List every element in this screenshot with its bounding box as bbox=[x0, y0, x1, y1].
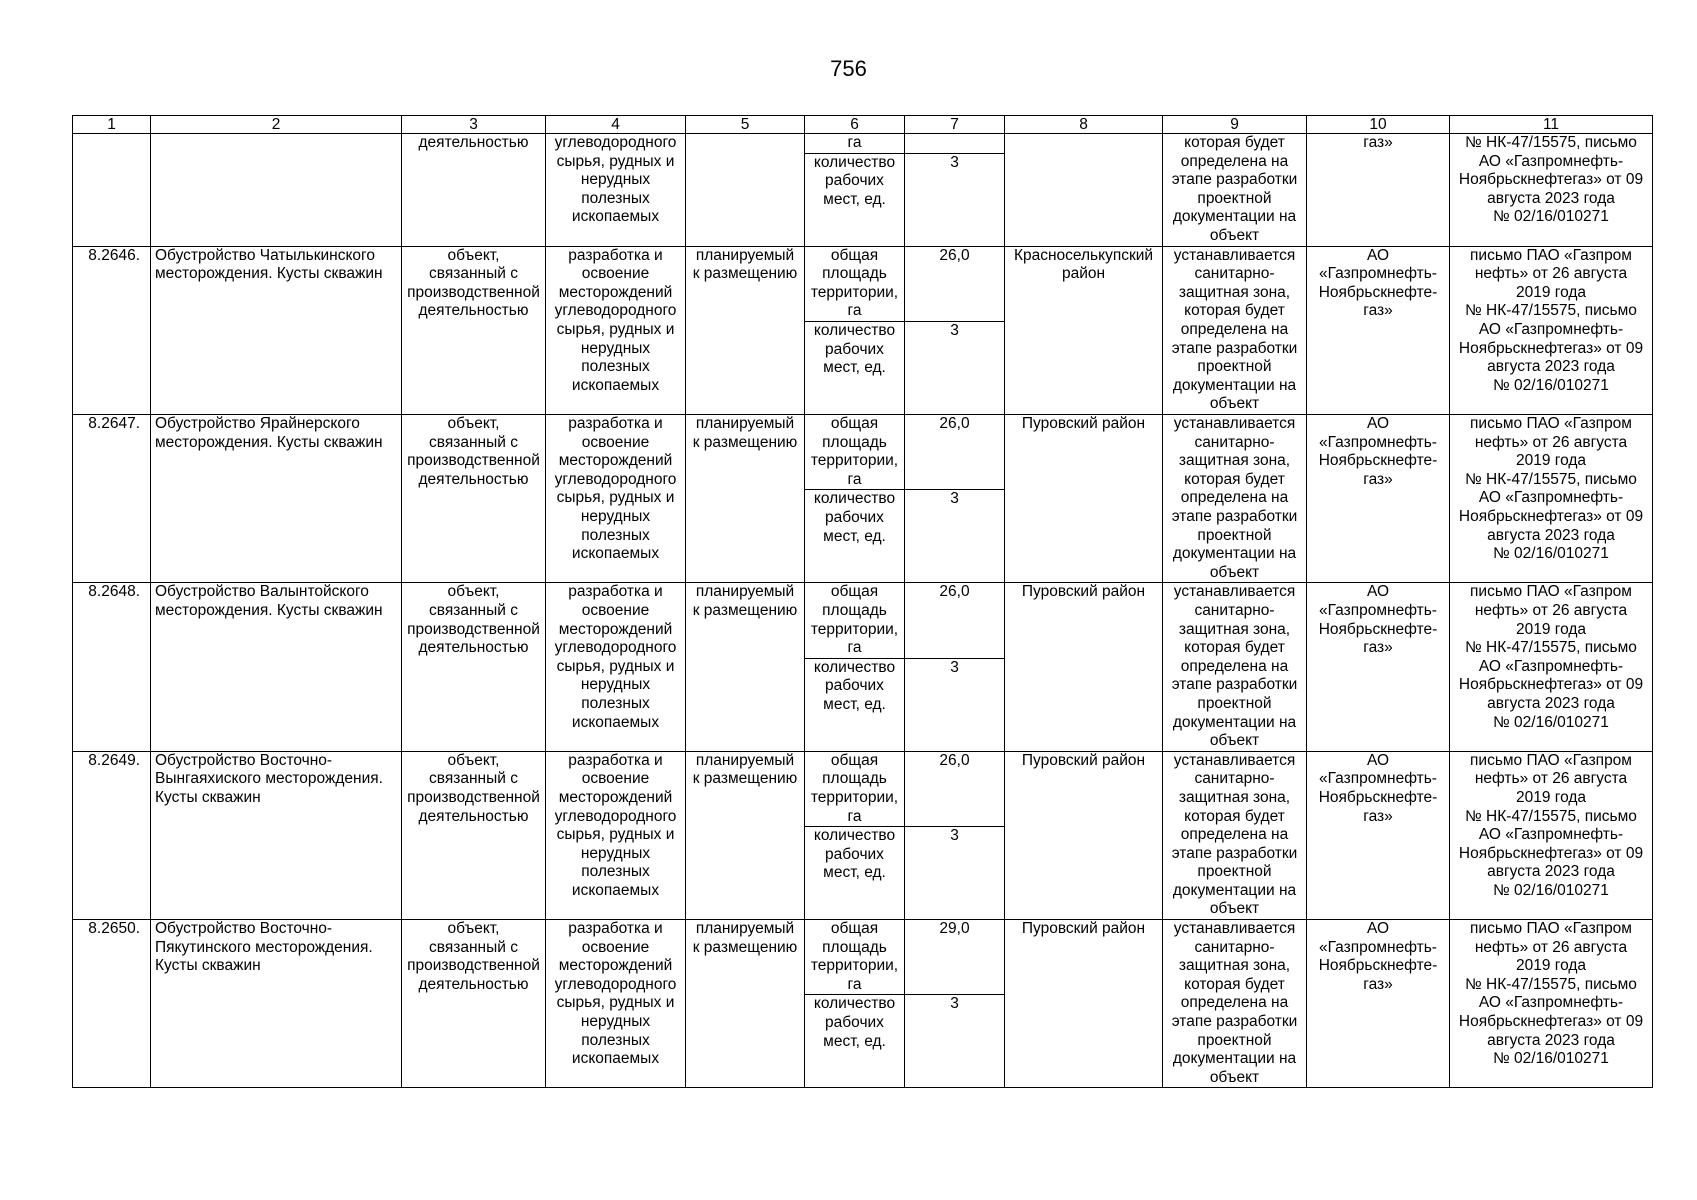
column-number: 4 bbox=[546, 116, 686, 134]
cell-name: Обустройство Ярайнерского месторождения. Кусты скважин bbox=[151, 414, 402, 582]
cell-kind: объект, связанный с производственной деятельностью bbox=[402, 246, 546, 414]
cell-kind: объект, связанный с производственной деятельностью bbox=[402, 414, 546, 582]
cell-location: Красноселькупский район bbox=[1005, 246, 1163, 414]
cell-char-jobs: количество рабочих мест, ед. bbox=[805, 321, 905, 414]
cell-jobs-value: 3 bbox=[905, 827, 1005, 920]
column-number: 9 bbox=[1163, 116, 1307, 134]
cell-char-area: общая площадь территории, га bbox=[805, 751, 905, 826]
cell-char-jobs: количество рабочих мест, ед. bbox=[805, 153, 905, 246]
cell-location: Пуровский район bbox=[1005, 583, 1163, 751]
cell-basis: письмо ПАО «Газпром нефть» от 26 августа 2019 года № НК-47/15575, письмо АО «Газпромнефть- Ноябрьскнефтегаз» от 09 августа 2023 года № 02/16/010271 bbox=[1450, 751, 1653, 919]
cell-area-value: 26,0 bbox=[905, 246, 1005, 321]
cell-purpose: разработка и освоение месторождений углеводородного сырья, рудных и нерудных полезных ископаемых bbox=[546, 246, 686, 414]
cell-purpose: углеводородного сырья, рудных и нерудных полезных ископаемых bbox=[546, 134, 686, 247]
cell-kind: объект, связанный с производственной деятельностью bbox=[402, 583, 546, 751]
cell-initiator: АО «Газпромнефть- Ноябрьскнефте- газ» bbox=[1307, 246, 1450, 414]
cell-number: 8.2647. bbox=[73, 414, 151, 582]
cell-location: Пуровский район bbox=[1005, 920, 1163, 1088]
cell-name: Обустройство Восточно- Пякутинского месторождения. Кусты скважин bbox=[151, 920, 402, 1088]
table-row bbox=[73, 414, 1653, 489]
page-number: 756 bbox=[830, 56, 867, 81]
objects-table bbox=[72, 115, 1653, 1088]
cell-initiator: АО «Газпромнефть- Ноябрьскнефте- газ» bbox=[1307, 920, 1450, 1088]
cell-basis: № НК-47/15575, письмо АО «Газпромнефть- Ноябрьскнефтегаз» от 09 августа 2023 года № 02/16/010271 bbox=[1450, 134, 1653, 247]
cell-initiator: АО «Газпромнефть- Ноябрьскнефте- газ» bbox=[1307, 414, 1450, 582]
cell-zone: устанавливается санитарно- защитная зона, которая будет определена на этапе разработки проектной документации на объект bbox=[1163, 583, 1307, 751]
cell-purpose: разработка и освоение месторождений углеводородного сырья, рудных и нерудных полезных ископаемых bbox=[546, 751, 686, 919]
cell-number: 8.2648. bbox=[73, 583, 151, 751]
cell-char-area: га bbox=[805, 134, 905, 154]
cell-status: планируемый к размещению bbox=[686, 246, 805, 414]
cell-purpose: разработка и освоение месторождений углеводородного сырья, рудных и нерудных полезных ископаемых bbox=[546, 920, 686, 1088]
cell-name bbox=[151, 134, 402, 247]
cell-initiator: АО «Газпромнефть- Ноябрьскнефте- газ» bbox=[1307, 583, 1450, 751]
cell-char-area: общая площадь территории, га bbox=[805, 920, 905, 995]
cell-kind: объект, связанный с производственной деятельностью bbox=[402, 920, 546, 1088]
cell-char-area: общая площадь территории, га bbox=[805, 583, 905, 658]
cell-zone: устанавливается санитарно- защитная зона, которая будет определена на этапе разработки проектной документации на объект bbox=[1163, 920, 1307, 1088]
cell-area-value: 26,0 bbox=[905, 583, 1005, 658]
cell-purpose: разработка и освоение месторождений углеводородного сырья, рудных и нерудных полезных ископаемых bbox=[546, 414, 686, 582]
cell-basis: письмо ПАО «Газпром нефть» от 26 августа 2019 года № НК-47/15575, письмо АО «Газпромнефть- Ноябрьскнефтегаз» от 09 августа 2023 года № 02/16/010271 bbox=[1450, 414, 1653, 582]
cell-jobs-value: 3 bbox=[905, 995, 1005, 1088]
cell-zone: устанавливается санитарно- защитная зона, которая будет определена на этапе разработки проектной документации на объект bbox=[1163, 751, 1307, 919]
cell-number: 8.2650. bbox=[73, 920, 151, 1088]
cell-status: планируемый к размещению bbox=[686, 414, 805, 582]
cell-zone: устанавливается санитарно- защитная зона, которая будет определена на этапе разработки проектной документации на объект bbox=[1163, 414, 1307, 582]
column-number: 10 bbox=[1307, 116, 1450, 134]
column-number: 8 bbox=[1005, 116, 1163, 134]
cell-kind: деятельностью bbox=[402, 134, 546, 247]
cell-jobs-value: 3 bbox=[905, 321, 1005, 414]
cell-area-value: 26,0 bbox=[905, 751, 1005, 826]
cell-location bbox=[1005, 134, 1163, 247]
cell-purpose: разработка и освоение месторождений углеводородного сырья, рудных и нерудных полезных ископаемых bbox=[546, 583, 686, 751]
cell-jobs-value: 3 bbox=[905, 153, 1005, 246]
cell-char-area: общая площадь территории, га bbox=[805, 246, 905, 321]
cell-char-jobs: количество рабочих мест, ед. bbox=[805, 658, 905, 751]
cell-status: планируемый к размещению bbox=[686, 920, 805, 1088]
cell-number bbox=[73, 134, 151, 247]
table-row bbox=[73, 920, 1653, 995]
cell-location: Пуровский район bbox=[1005, 751, 1163, 919]
cell-zone: устанавливается санитарно- защитная зона, которая будет определена на этапе разработки проектной документации на объект bbox=[1163, 246, 1307, 414]
cell-name: Обустройство Восточно- Вынгаяхиского месторождения. Кусты скважин bbox=[151, 751, 402, 919]
cell-char-area: общая площадь территории, га bbox=[805, 414, 905, 489]
column-number: 6 bbox=[805, 116, 905, 134]
cell-number: 8.2646. bbox=[73, 246, 151, 414]
cell-basis: письмо ПАО «Газпром нефть» от 26 августа 2019 года № НК-47/15575, письмо АО «Газпромнефть- Ноябрьскнефтегаз» от 09 августа 2023 года № 02/16/010271 bbox=[1450, 920, 1653, 1088]
cell-location: Пуровский район bbox=[1005, 414, 1163, 582]
cell-area-value: 29,0 bbox=[905, 920, 1005, 995]
cell-kind: объект, связанный с производственной деятельностью bbox=[402, 751, 546, 919]
cell-jobs-value: 3 bbox=[905, 490, 1005, 583]
continuation-row bbox=[73, 134, 1653, 154]
cell-char-jobs: количество рабочих мест, ед. bbox=[805, 827, 905, 920]
cell-initiator: газ» bbox=[1307, 134, 1450, 247]
cell-char-jobs: количество рабочих мест, ед. bbox=[805, 490, 905, 583]
column-number: 3 bbox=[402, 116, 546, 134]
table-row bbox=[73, 246, 1653, 321]
cell-area-value bbox=[905, 134, 1005, 154]
column-number-row bbox=[73, 116, 1653, 134]
cell-number: 8.2649. bbox=[73, 751, 151, 919]
cell-char-jobs: количество рабочих мест, ед. bbox=[805, 995, 905, 1088]
cell-jobs-value: 3 bbox=[905, 658, 1005, 751]
table-row bbox=[73, 583, 1653, 658]
column-number: 1 bbox=[73, 116, 151, 134]
column-number: 2 bbox=[151, 116, 402, 134]
cell-status bbox=[686, 134, 805, 247]
cell-status: планируемый к размещению bbox=[686, 751, 805, 919]
cell-name: Обустройство Чатылькинского месторождения. Кусты скважин bbox=[151, 246, 402, 414]
cell-basis: письмо ПАО «Газпром нефть» от 26 августа 2019 года № НК-47/15575, письмо АО «Газпромнефть- Ноябрьскнефтегаз» от 09 августа 2023 года № 02/16/010271 bbox=[1450, 583, 1653, 751]
cell-name: Обустройство Валынтойского месторождения. Кусты скважин bbox=[151, 583, 402, 751]
cell-basis: письмо ПАО «Газпром нефть» от 26 августа 2019 года № НК-47/15575, письмо АО «Газпромнефть- Ноябрьскнефтегаз» от 09 августа 2023 года № 02/16/010271 bbox=[1450, 246, 1653, 414]
column-number: 5 bbox=[686, 116, 805, 134]
cell-status: планируемый к размещению bbox=[686, 583, 805, 751]
table-row bbox=[73, 751, 1653, 826]
column-number: 11 bbox=[1450, 116, 1653, 134]
cell-area-value: 26,0 bbox=[905, 414, 1005, 489]
column-number: 7 bbox=[905, 116, 1005, 134]
cell-zone: которая будет определена на этапе разработки проектной документации на объект bbox=[1163, 134, 1307, 247]
cell-initiator: АО «Газпромнефть- Ноябрьскнефте- газ» bbox=[1307, 751, 1450, 919]
